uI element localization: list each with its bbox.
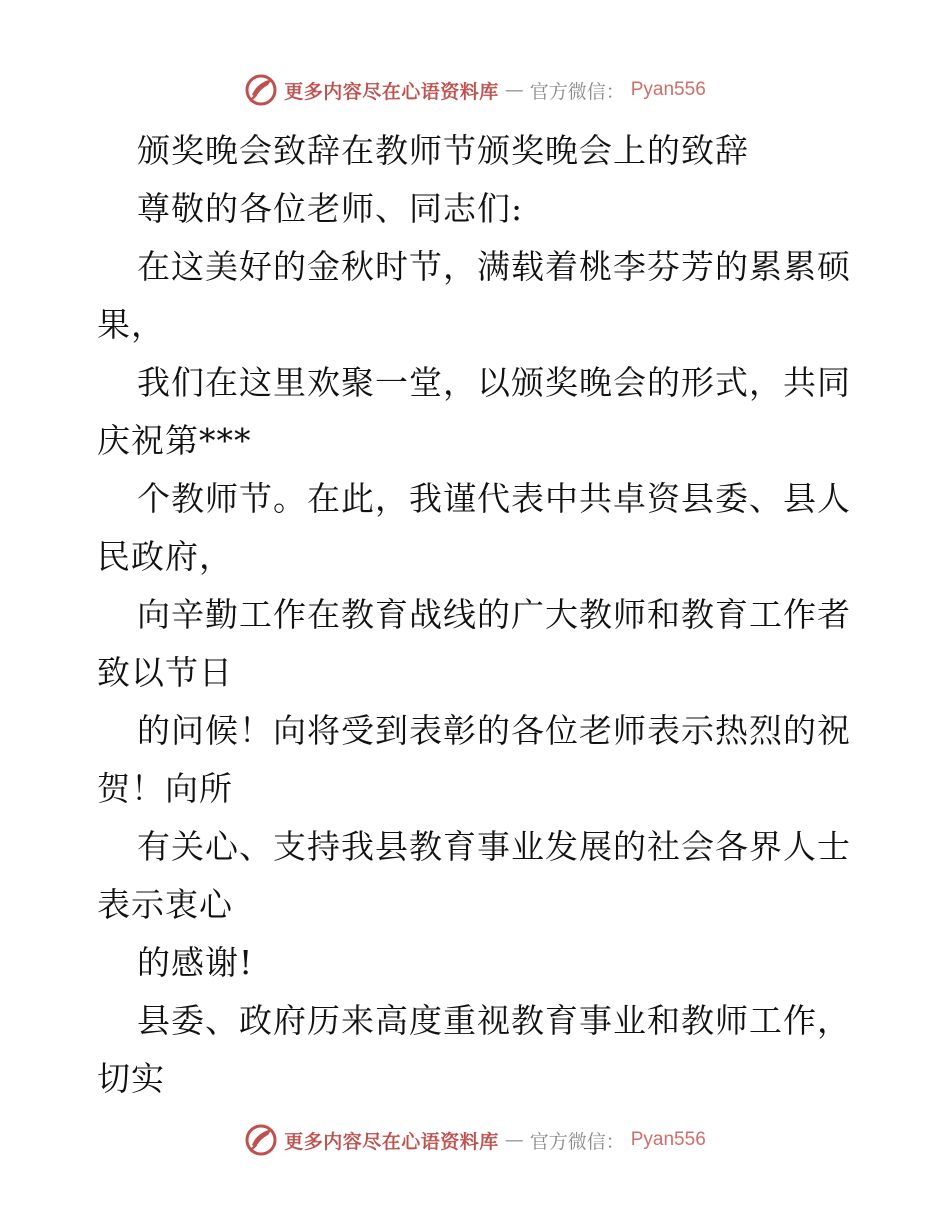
paragraph-line: 致以节日 bbox=[97, 653, 233, 692]
paragraph-line: 我们在这里欢聚一堂，以颁奖晚会的形式，共同 bbox=[137, 363, 851, 402]
paragraph-line: 庆祝第*** bbox=[97, 421, 252, 460]
paragraph-line: 有关心、支持我县教育事业发展的社会各界人士 bbox=[137, 827, 851, 866]
wechat-id: Pyan556 bbox=[630, 79, 706, 100]
paragraph-line: 贺！向所 bbox=[97, 769, 233, 808]
site-name: 更多内容尽在心语资料库 bbox=[284, 80, 499, 103]
header-banner bbox=[0, 70, 950, 110]
footer-banner bbox=[0, 1120, 950, 1160]
pen-logo-icon bbox=[244, 73, 278, 107]
paragraph-line: 个教师节。在此，我谨代表中共卓资县委、县人 bbox=[137, 479, 851, 518]
site-name: 更多内容尽在心语资料库 bbox=[284, 1130, 499, 1153]
pen-logo-icon bbox=[244, 1123, 278, 1157]
paragraph-line: 在这美好的金秋时节，满载着桃李芬芳的累累硕 bbox=[137, 247, 851, 286]
salutation: 尊敬的各位老师、同志们: bbox=[137, 189, 524, 228]
wechat-label: 官方微信： bbox=[529, 1130, 625, 1153]
paragraph-line: 果， bbox=[97, 305, 165, 344]
paragraph-line: 表示衷心 bbox=[97, 885, 233, 924]
document-title: 颁奖晚会致辞在教师节颁奖晚会上的致辞 bbox=[137, 131, 749, 170]
paragraph-line: 切实 bbox=[97, 1059, 165, 1098]
document-body bbox=[97, 122, 857, 1108]
paragraph-line: 的感谢! bbox=[137, 943, 254, 982]
paragraph-line: 向辛勤工作在教育战线的广大教师和教育工作者 bbox=[137, 595, 851, 634]
paragraph-line: 的问候！向将受到表彰的各位老师表示热烈的祝 bbox=[137, 711, 851, 750]
banner-dash: — bbox=[504, 79, 524, 101]
paragraph-line: 县委、政府历来高度重视教育事业和教师工作， bbox=[137, 1001, 851, 1040]
paragraph-line: 民政府， bbox=[97, 537, 233, 576]
banner-dash: — bbox=[504, 1129, 524, 1151]
wechat-label: 官方微信： bbox=[529, 80, 625, 103]
wechat-id: Pyan556 bbox=[630, 1129, 706, 1150]
